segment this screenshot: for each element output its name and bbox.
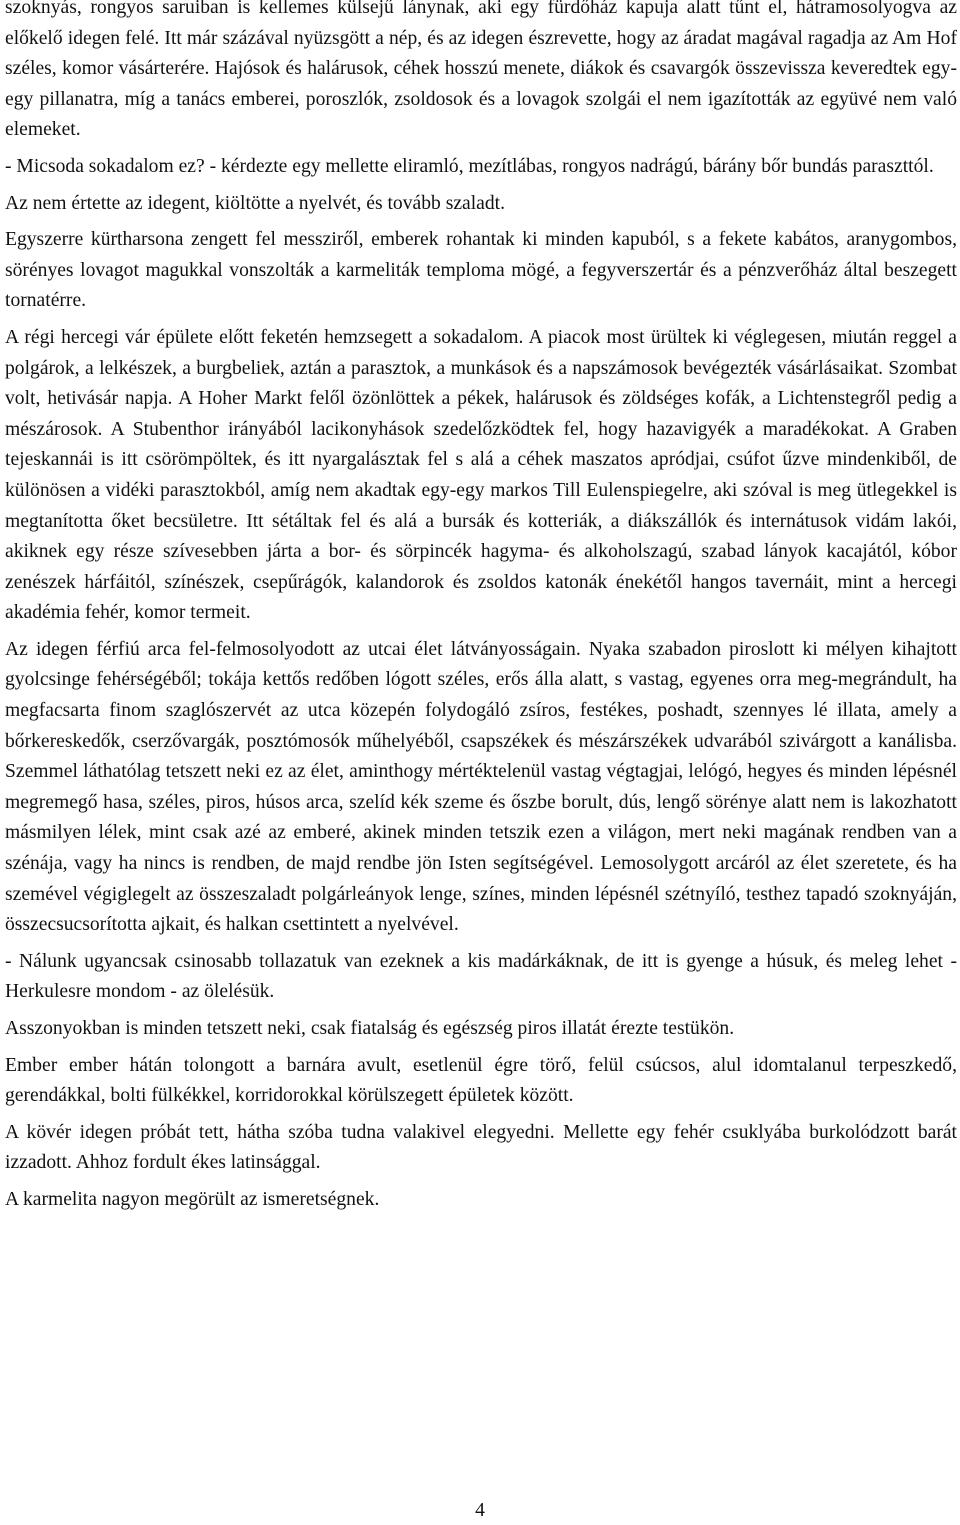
paragraph: szoknyás, rongyos saruiban is kellemes külsejű lánynak, aki egy fürdőház kapuja alatt tűnt el, hátramosolyogva az előkelő idegen felé. Itt már százával nyüzsgött a nép, és az idegen észrevette, hogy az áradat magával ragadja az Am Hof széles, komor vásárterére. Hajósok és halárusok, céhek hosszú menete, diákok és csavargók összevissza keveredtek egy-egy pillanatra, míg a tanács emberei, poroszlók, zsoldosok és a lovagok szolgái el nem igazították az együvé nem való elemeket.	[5, 0, 957, 141]
paragraph: Az nem értette az idegent, kiöltötte a nyelvét, és tovább szaladt.	[5, 192, 505, 214]
paragraph: - Nálunk ugyancsak csinosabb tollazatuk van ezeknek a kis madárkáknak, de itt is gyenge a húsuk, és meleg lehet - Herkulesre mondom - az ölelésük.	[5, 950, 957, 1003]
paragraph: Asszonyokban is minden tetszett neki, csak fiatalság és egészség piros illatát érezte testükön.	[5, 1018, 735, 1039]
paragraph: Ember ember hátán tolongott a barnára avult, esetlenül égre törő, felül csúcsos, alul idomtalanul terpeszkedő, gerendákkal, bolti fülkékkel, korridorokkal körülszegett épületek között.	[5, 1054, 957, 1107]
page-body	[5, 0, 957, 1222]
paragraph: Egyszerre kürtharsona zengett fel messziről, emberek rohantak ki minden kapuból, s a fekete kabátos, aranygombos, sörényes lovagot magukkal vonszolták a karmeliták temploma mögé, a fegyverszertár és a pénzverőház által beszegett tornatérre.	[5, 229, 957, 312]
page-number: 4	[475, 1500, 485, 1521]
paragraph: A régi hercegi vár épülete előtt feketén hemzsegett a sokadalom. A piacok most ürültek ki véglegesen, miután reggel a polgárok, a lelkészek, a burgbeliek, aztán a parasztok, a munkások és a napszámosok bevégezték vásárlásaikat. Szombat volt, hetivásár napja. A Hoher Markt felől özönlöttek a pékek, halárusok és zöldséges kofák, a Lichtenstegről pedig a mészárosok. A Stubenthor irányából lacikonyhások szedelőzködtek fel, hogy hazavigyék a maradékokat. A Graben tejeskannái is itt csörömpöltek, és itt nyargalásztak fel s alá a céhek maszatos apródjai, csúfot űzve mindenkiből, de különösen a vidéki parasztokból, amíg nem akadtak egy-egy markos Till Eulenspiegelre, aki szóval is meg ütlegekkel is megtanította őket becsületre. Itt sétáltak fel és alá a bursák és kotteriák, a diákszállók és internátusok vidám lakói, akiknek egy része szívesebben járta a bor- és sörpincék hagyma- és alkoholszagú, szabad lányok kacajától, kóbor zenészek hárfáitól, színészek, csepűrágók, kalandorok és zsoldos katonák énekétől hangos tavernáit, mint a hercegi akadémia fehér, komor termeit.	[5, 326, 957, 624]
paragraph: A kövér idegen próbát tett, hátha szóba tudna valakivel elegyedni. Mellette egy fehér csuklyába burkolódzott barát izzadott. Ahhoz fordult ékes latinsággal.	[5, 1121, 957, 1174]
paragraph: A karmelita nagyon megörült az ismeretségnek.	[5, 1188, 380, 1210]
paragraph: Az idegen férfiú arca fel-felmosolyodott az utcai élet látványosságain. Nyaka szabadon piroslott ki mélyen kihajtott gyolcsinge fehérségéből; tokája kettős redőben lógott széles, erős álla alatt, s vastag, egyenes orra meg-megrándult, ha megfacsarta finom szaglószervét az utca közepén folydogáló zsíros, festékes, poshadt, szennyes lé illata, amely a bőrkereskedők, cserzővargák, posztómosók műhelyéből, csapszékek és mészárszékek udvarából szivárgott a kanálisba. Szemmel láthatólag tetszett neki ez az élet, aminthogy mértéktelenül vastag végtagjai, lelógó, hegyes és minden lépésnél megremegő hasa, széles, piros, húsos arca, szelíd kék szeme és őszbe borult, dús, lengő sörénye alatt nem is lakozhatott másmilyen lélek, mint csak azé az emberé, akinek minden tetszik ezen a világon, mert neki magának rendben van a szénája, vagy ha nincs is rendben, de majd rendbe jön Isten segítségével. Lemosolygott arcáról az élet szeretete, és ha szemével végiglegelt az összeszaladt polgárleányok lenge, színes, minden lépésnél szétnyíló, testhez tapadó szoknyáján, összecsucsorította ajkait, és halkan csettintett a nyelvével.	[5, 638, 957, 936]
paragraph: - Micsoda sokadalom ez? - kérdezte egy mellette eliramló, mezítlábas, rongyos nadrágú, bárány bőr bundás paraszttól.	[5, 155, 934, 177]
